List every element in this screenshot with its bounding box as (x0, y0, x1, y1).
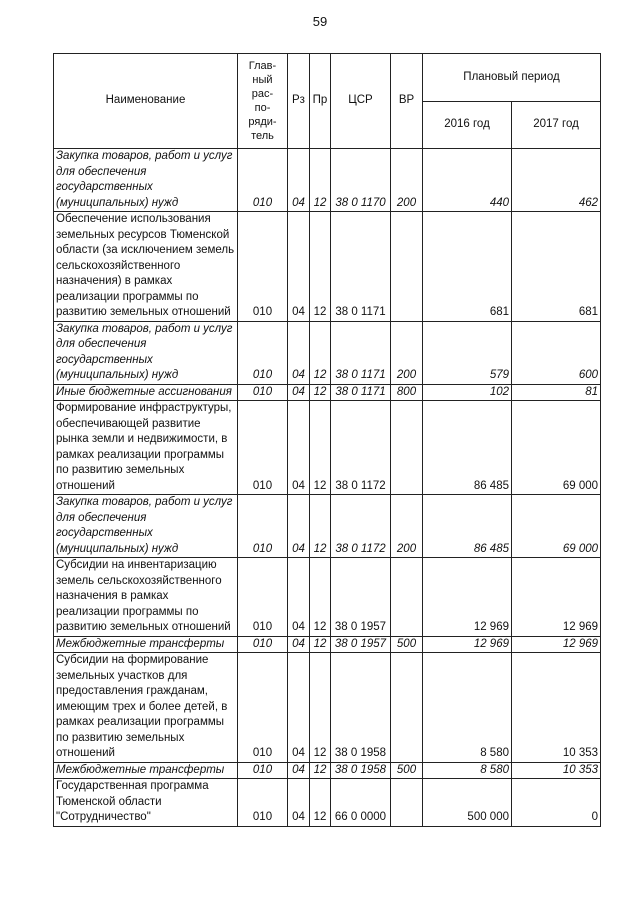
cell-vr (391, 401, 423, 495)
cell-name: Обеспечение использования земельных ресурсов Тюменской области (за исключением земель сельскохозяйственного назначения) в рамках реализации программы по развитию земельных отношений (54, 212, 238, 322)
cell-gl: 010 (238, 558, 288, 637)
cell-pr: 12 (310, 149, 331, 212)
cell-v2017: 69 000 (512, 401, 601, 495)
cell-pr: 12 (310, 384, 331, 401)
table-row (54, 762, 601, 779)
cell-rz: 04 (288, 384, 310, 401)
cell-rz: 04 (288, 495, 310, 558)
cell-name: Государственная программа Тюменской области "Сотрудничество" (54, 779, 238, 827)
cell-name: Межбюджетные трансферты (54, 636, 238, 653)
cell-gl: 010 (238, 653, 288, 763)
header-name: Наименование (54, 54, 238, 149)
cell-gl: 010 (238, 401, 288, 495)
cell-v2017: 12 969 (512, 558, 601, 637)
cell-name: Субсидии на инвентаризацию земель сельскохозяйственного назначения в рамках реализации программы по развитию земельных отношений (54, 558, 238, 637)
cell-csr: 38 0 1957 (331, 558, 391, 637)
cell-gl: 010 (238, 212, 288, 322)
cell-csr: 38 0 1171 (331, 321, 391, 384)
header-planned-period: Плановый период (423, 54, 601, 102)
cell-name: Субсидии на формирование земельных участков для предоставления гражданам, имеющим трех и более детей, в рамках реализации программы по развитию земельных отношений (54, 653, 238, 763)
cell-v2017: 600 (512, 321, 601, 384)
page-number: 59 (312, 14, 328, 29)
cell-name: Закупка товаров, работ и услуг для обеспечения государственных (муниципальных) нужд (54, 149, 238, 212)
cell-name: Формирование инфраструктуры, обеспечивающей развитие рынка земли и недвижимости, в рамках реализации программы по развитию земельных отношений (54, 401, 238, 495)
cell-v2016: 12 969 (423, 558, 512, 637)
cell-csr: 38 0 1171 (331, 212, 391, 322)
cell-rz: 04 (288, 636, 310, 653)
table-row (54, 384, 601, 401)
cell-vr (391, 779, 423, 827)
cell-vr: 500 (391, 636, 423, 653)
cell-vr: 200 (391, 495, 423, 558)
table-row (54, 321, 601, 384)
cell-gl: 010 (238, 384, 288, 401)
cell-rz: 04 (288, 321, 310, 384)
cell-v2016: 8 580 (423, 762, 512, 779)
table-row (54, 653, 601, 763)
cell-v2016: 102 (423, 384, 512, 401)
cell-v2016: 86 485 (423, 401, 512, 495)
cell-vr (391, 212, 423, 322)
cell-vr: 500 (391, 762, 423, 779)
cell-pr: 12 (310, 401, 331, 495)
cell-v2017: 681 (512, 212, 601, 322)
cell-gl: 010 (238, 636, 288, 653)
cell-csr: 38 0 1171 (331, 384, 391, 401)
cell-vr (391, 653, 423, 763)
cell-gl: 010 (238, 149, 288, 212)
cell-v2016: 681 (423, 212, 512, 322)
cell-v2016: 440 (423, 149, 512, 212)
cell-pr: 12 (310, 762, 331, 779)
cell-csr: 38 0 1957 (331, 636, 391, 653)
header-vr: ВР (391, 54, 423, 149)
cell-name: Закупка товаров, работ и услуг для обеспечения государственных (муниципальных) нужд (54, 321, 238, 384)
table-row (54, 779, 601, 827)
cell-v2017: 462 (512, 149, 601, 212)
header-2016: 2016 год (423, 102, 512, 149)
cell-v2016: 12 969 (423, 636, 512, 653)
header-rz: Рз (288, 54, 310, 149)
cell-csr: 38 0 1958 (331, 762, 391, 779)
cell-pr: 12 (310, 653, 331, 763)
cell-csr: 38 0 1172 (331, 495, 391, 558)
budget-table (53, 53, 601, 827)
cell-csr: 38 0 1172 (331, 401, 391, 495)
cell-pr: 12 (310, 495, 331, 558)
cell-v2017: 69 000 (512, 495, 601, 558)
table-row (54, 149, 601, 212)
cell-v2016: 500 000 (423, 779, 512, 827)
cell-v2016: 86 485 (423, 495, 512, 558)
cell-pr: 12 (310, 212, 331, 322)
cell-v2017: 10 353 (512, 762, 601, 779)
cell-gl: 010 (238, 495, 288, 558)
cell-rz: 04 (288, 653, 310, 763)
cell-v2017: 81 (512, 384, 601, 401)
cell-csr: 38 0 1170 (331, 149, 391, 212)
cell-vr (391, 558, 423, 637)
cell-v2017: 0 (512, 779, 601, 827)
cell-rz: 04 (288, 212, 310, 322)
table-row (54, 558, 601, 637)
cell-pr: 12 (310, 636, 331, 653)
cell-v2016: 8 580 (423, 653, 512, 763)
cell-rz: 04 (288, 762, 310, 779)
cell-gl: 010 (238, 321, 288, 384)
cell-vr: 200 (391, 321, 423, 384)
header-2017: 2017 год (512, 102, 601, 149)
cell-rz: 04 (288, 401, 310, 495)
cell-vr: 800 (391, 384, 423, 401)
header-chief-administrator: Глав- ный рас- по- ряди- тель (238, 54, 288, 149)
cell-rz: 04 (288, 779, 310, 827)
cell-pr: 12 (310, 779, 331, 827)
table-row (54, 212, 601, 322)
cell-pr: 12 (310, 321, 331, 384)
cell-name: Иные бюджетные ассигнования (54, 384, 238, 401)
header-pr: Пр (310, 54, 331, 149)
cell-rz: 04 (288, 558, 310, 637)
table-row (54, 401, 601, 495)
cell-pr: 12 (310, 558, 331, 637)
cell-gl: 010 (238, 762, 288, 779)
cell-csr: 66 0 0000 (331, 779, 391, 827)
header-csr: ЦСР (331, 54, 391, 149)
cell-vr: 200 (391, 149, 423, 212)
cell-gl: 010 (238, 779, 288, 827)
table-row (54, 495, 601, 558)
cell-name: Закупка товаров, работ и услуг для обеспечения государственных (муниципальных) нужд (54, 495, 238, 558)
cell-v2016: 579 (423, 321, 512, 384)
cell-csr: 38 0 1958 (331, 653, 391, 763)
table-row (54, 636, 601, 653)
cell-v2017: 12 969 (512, 636, 601, 653)
cell-rz: 04 (288, 149, 310, 212)
cell-v2017: 10 353 (512, 653, 601, 763)
cell-name: Межбюджетные трансферты (54, 762, 238, 779)
